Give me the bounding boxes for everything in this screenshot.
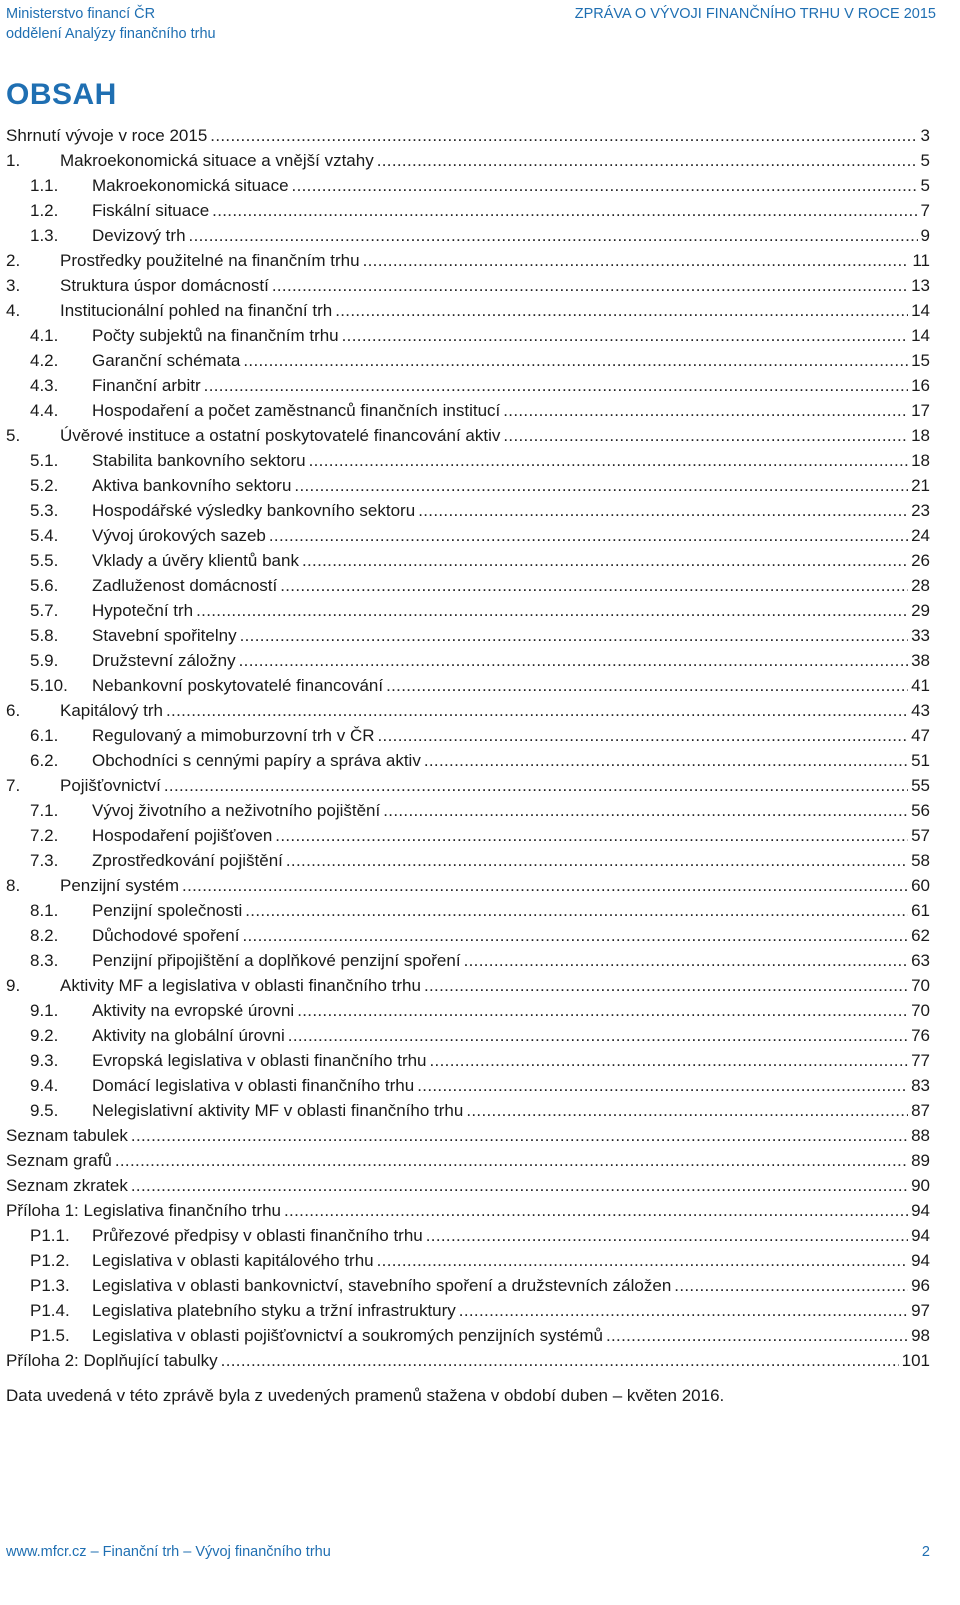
toc-leader-dots xyxy=(606,1323,908,1348)
toc-entry-title: Stavební spořitelny xyxy=(92,626,237,645)
toc-entry-number: 1. xyxy=(6,151,21,170)
toc-leader-dots xyxy=(466,1098,908,1123)
toc-leader-dots xyxy=(242,923,908,948)
toc-entry-page: 15 xyxy=(911,351,930,370)
toc-entry-number: 7.3. xyxy=(30,851,59,870)
toc-entry-page: 70 xyxy=(911,976,930,995)
toc-entry[interactable] xyxy=(6,673,930,698)
toc-entry[interactable] xyxy=(6,873,930,898)
toc-leader-dots xyxy=(210,123,917,148)
toc-entry[interactable] xyxy=(6,598,930,623)
toc-entry-title: Aktivity MF a legislativa v oblasti finančního trhu xyxy=(60,976,421,995)
toc-entry[interactable] xyxy=(6,1248,930,1273)
toc-entry-title: Hypoteční trh xyxy=(92,601,194,620)
toc-entry-page: 5 xyxy=(920,151,930,170)
toc-entry-title: Aktivity na evropské úrovni xyxy=(92,1001,295,1020)
toc-entry-title: Penzijní systém xyxy=(60,876,180,895)
toc-leader-dots xyxy=(212,198,917,223)
toc-entry-page: 51 xyxy=(911,751,930,770)
toc-leader-dots xyxy=(280,573,908,598)
toc-entry-title: Struktura úspor domácností xyxy=(60,276,269,295)
toc-entry-number: 5.7. xyxy=(30,601,59,620)
toc-entry-number: 4.2. xyxy=(30,351,59,370)
toc-leader-dots xyxy=(424,973,908,998)
toc-entry-page: 23 xyxy=(911,501,930,520)
toc-entry-number: 5.3. xyxy=(30,501,59,520)
toc-entry[interactable] xyxy=(6,823,930,848)
toc-entry-number: 5.2. xyxy=(30,476,59,495)
toc-entry-page: 94 xyxy=(911,1226,930,1245)
toc-entry[interactable] xyxy=(6,498,930,523)
toc-entry-page: 7 xyxy=(920,201,930,220)
toc-leader-dots xyxy=(189,223,918,248)
toc-leader-dots xyxy=(131,1173,908,1198)
toc-entry-title: Devizový trh xyxy=(92,226,186,245)
toc-entry-title: Družstevní záložny xyxy=(92,651,236,670)
toc-entry-page: 62 xyxy=(911,926,930,945)
toc-leader-dots xyxy=(335,298,908,323)
toc-leader-dots xyxy=(164,773,908,798)
toc-entry-number: 9.2. xyxy=(30,1026,59,1045)
toc-entry-page: 17 xyxy=(911,401,930,420)
toc-entry-page: 87 xyxy=(911,1101,930,1120)
toc-entry-page: 70 xyxy=(911,1001,930,1020)
toc-entry-page: 43 xyxy=(911,701,930,720)
toc-leader-dots xyxy=(426,1223,908,1248)
toc-leader-dots xyxy=(182,873,908,898)
toc-entry-page: 13 xyxy=(911,276,930,295)
toc-entry[interactable] xyxy=(6,1223,930,1248)
toc-entry-number: 9. xyxy=(6,976,21,995)
toc-entry-title: Zprostředkování pojištění xyxy=(92,851,283,870)
toc-entry[interactable] xyxy=(6,298,930,323)
toc-entry-title: Makroekonomická situace a vnější vztahy xyxy=(60,151,374,170)
toc-entry-title: Vklady a úvěry klientů bank xyxy=(92,551,299,570)
toc-leader-dots xyxy=(418,498,908,523)
toc-entry-page: 18 xyxy=(911,426,930,445)
toc-entry[interactable] xyxy=(6,523,930,548)
toc-leader-dots xyxy=(464,948,909,973)
toc-entry[interactable] xyxy=(6,348,930,373)
toc-entry-number: 8.3. xyxy=(30,951,59,970)
toc-leader-dots xyxy=(378,723,909,748)
toc-entry-page: 9 xyxy=(920,226,930,245)
toc-entry[interactable] xyxy=(6,223,930,248)
toc-leader-dots xyxy=(383,798,908,823)
toc-entry[interactable] xyxy=(6,373,930,398)
header-report-title: ZPRÁVA O VÝVOJI FINANČNÍHO TRHU V ROCE 2015 xyxy=(574,6,936,22)
toc-entry[interactable] xyxy=(6,948,930,973)
toc-entry-title: Fiskální situace xyxy=(92,201,210,220)
toc-entry-title: Stabilita bankovního sektoru xyxy=(92,451,306,470)
toc-entry-page: 38 xyxy=(911,651,930,670)
toc-entry-number: 5.4. xyxy=(30,526,59,545)
toc-entry-page: 83 xyxy=(911,1076,930,1095)
toc-entry-number: 5. xyxy=(6,426,21,445)
toc-entry-title: Průřezové předpisy v oblasti finančního trhu xyxy=(92,1226,423,1245)
toc-entry[interactable] xyxy=(6,1348,930,1373)
toc-leader-dots xyxy=(430,1048,909,1073)
toc-entry-page: 24 xyxy=(911,526,930,545)
toc-entry-title: Pojišťovnictví xyxy=(60,776,161,795)
toc-entry-title: Evropská legislativa v oblasti finančního trhu xyxy=(92,1051,427,1070)
toc-entry-page: 57 xyxy=(911,826,930,845)
data-note: Data uvedená v této zprávě byla z uvedených pramenů stažena v období duben – květen 2016. xyxy=(6,1386,725,1405)
toc-entry-number: 8.1. xyxy=(30,901,59,920)
toc-entry[interactable] xyxy=(6,248,930,273)
toc-entry-title: Shrnutí vývoje v roce 2015 xyxy=(6,126,208,145)
toc-leader-dots xyxy=(386,673,908,698)
toc-entry-page: 47 xyxy=(911,726,930,745)
toc-entry[interactable] xyxy=(6,748,930,773)
toc-entry-number: 1.3. xyxy=(30,226,59,245)
toc-entry-number: 7.2. xyxy=(30,826,59,845)
toc-entry-title: Legislativa v oblasti bankovnictví, stavebního spoření a družstevních záložen xyxy=(92,1276,672,1295)
toc-entry-title: Seznam zkratek xyxy=(6,1176,128,1195)
toc-leader-dots xyxy=(288,1023,908,1048)
toc-leader-dots xyxy=(272,273,908,298)
toc-leader-dots xyxy=(115,1148,908,1173)
toc-entry-number: 5.9. xyxy=(30,651,59,670)
toc-entry-page: 26 xyxy=(911,551,930,570)
toc-entry-number: 7.1. xyxy=(30,801,59,820)
toc-leader-dots xyxy=(377,148,918,173)
toc-entry-title: Úvěrové instituce a ostatní poskytovatelé financování aktiv xyxy=(60,426,501,445)
toc-leader-dots xyxy=(297,998,908,1023)
toc-entry-title: Legislativa v oblasti pojišťovnictví a soukromých penzijních systémů xyxy=(92,1326,603,1345)
toc-entry-title: Vývoj životního a neživotního pojištění xyxy=(92,801,381,820)
toc-entry-number: P1.4. xyxy=(30,1301,70,1320)
toc-entry[interactable] xyxy=(6,423,930,448)
toc-entry-title: Hospodaření a počet zaměstnanců finančních institucí xyxy=(92,401,501,420)
toc-leader-dots xyxy=(286,848,908,873)
toc-entry[interactable] xyxy=(6,1198,930,1223)
toc-entry-number: 2. xyxy=(6,251,21,270)
toc-leader-dots xyxy=(245,898,908,923)
toc-entry-page: 94 xyxy=(911,1251,930,1270)
toc-entry-page: 29 xyxy=(911,601,930,620)
toc-entry-number: 9.4. xyxy=(30,1076,59,1095)
toc-entry-number: 9.3. xyxy=(30,1051,59,1070)
toc-entry[interactable] xyxy=(6,698,930,723)
toc-entry-title: Finanční arbitr xyxy=(92,376,201,395)
toc-entry-number: 5.1. xyxy=(30,451,59,470)
toc-entry-number: 9.5. xyxy=(30,1101,59,1120)
toc-entry-title: Zadluženost domácností xyxy=(92,576,278,595)
toc-leader-dots xyxy=(459,1298,908,1323)
toc-entry[interactable] xyxy=(6,773,930,798)
toc-entry-title: Garanční schémata xyxy=(92,351,241,370)
toc-entry[interactable] xyxy=(6,998,930,1023)
toc-leader-dots xyxy=(424,748,908,773)
toc-entry-number: 5.10. xyxy=(30,676,68,695)
toc-entry-number: 5.8. xyxy=(30,626,59,645)
toc-entry-title: Makroekonomická situace xyxy=(92,176,289,195)
toc-entry-number: P1.1. xyxy=(30,1226,70,1245)
toc-entry-title: Aktivity na globální úrovni xyxy=(92,1026,285,1045)
toc-entry[interactable] xyxy=(6,1323,930,1348)
toc-entry[interactable] xyxy=(6,548,930,573)
toc-leader-dots xyxy=(221,1348,899,1373)
toc-entry-page: 18 xyxy=(911,451,930,470)
toc-entry-number: P1.5. xyxy=(30,1326,70,1345)
toc-entry-title: Penzijní společnosti xyxy=(92,901,243,920)
toc-entry[interactable] xyxy=(6,473,930,498)
toc-entry[interactable] xyxy=(6,973,930,998)
toc-entry-title: Hospodářské výsledky bankovního sektoru xyxy=(92,501,416,520)
toc-entry-page: 5 xyxy=(920,176,930,195)
toc-entry[interactable] xyxy=(6,923,930,948)
header-left xyxy=(6,4,216,44)
toc-entry-title: Počty subjektů na finančním trhu xyxy=(92,326,339,345)
toc-entry-number: 5.5. xyxy=(30,551,59,570)
toc-entry-number: 6.1. xyxy=(30,726,59,745)
toc-entry-title: Příloha 1: Legislativa finančního trhu xyxy=(6,1201,282,1220)
toc-entry-number: 8. xyxy=(6,876,21,895)
toc-entry[interactable] xyxy=(6,1298,930,1323)
toc-entry-title: Domácí legislativa v oblasti finančního trhu xyxy=(92,1076,415,1095)
toc-entry-number: 4.3. xyxy=(30,376,59,395)
toc-entry[interactable] xyxy=(6,623,930,648)
toc-entry[interactable] xyxy=(6,448,930,473)
toc-entry-page: 33 xyxy=(911,626,930,645)
toc-entry-title: Důchodové spoření xyxy=(92,926,240,945)
toc-entry-title: Seznam tabulek xyxy=(6,1126,128,1145)
toc-entry-title: Kapitálový trh xyxy=(60,701,163,720)
toc-entry-number: 9.1. xyxy=(30,1001,59,1020)
toc-entry-page: 14 xyxy=(911,301,930,320)
toc-leader-dots xyxy=(196,598,908,623)
toc-entry-page: 63 xyxy=(911,951,930,970)
toc-entry[interactable] xyxy=(6,173,930,198)
toc-entry-page: 14 xyxy=(911,326,930,345)
toc-entry-title: Aktiva bankovního sektoru xyxy=(92,476,292,495)
toc-entry[interactable] xyxy=(6,1023,930,1048)
toc-entry-title: Penzijní připojištění a doplňkové penzijní spoření xyxy=(92,951,461,970)
toc-entry[interactable] xyxy=(6,198,930,223)
toc-leader-dots xyxy=(417,1073,908,1098)
toc-entry-page: 21 xyxy=(911,476,930,495)
toc-entry-page: 16 xyxy=(911,376,930,395)
toc-entry-number: P1.3. xyxy=(30,1276,70,1295)
toc-leader-dots xyxy=(377,1248,908,1273)
toc-entry-page: 94 xyxy=(911,1201,930,1220)
toc-leader-dots xyxy=(294,473,908,498)
toc-entry-title: Legislativa platebního styku a tržní infrastruktury xyxy=(92,1301,456,1320)
toc-entry-title: Seznam grafů xyxy=(6,1151,112,1170)
toc-entry[interactable] xyxy=(6,273,930,298)
toc-entry[interactable] xyxy=(6,1148,930,1173)
toc-entry-page: 58 xyxy=(911,851,930,870)
toc-leader-dots xyxy=(284,1198,908,1223)
toc-entry-page: 77 xyxy=(911,1051,930,1070)
toc-leader-dots xyxy=(204,373,908,398)
toc-entry[interactable] xyxy=(6,123,930,148)
toc-entry-number: 5.6. xyxy=(30,576,59,595)
toc-entry-title: Regulovaný a mimoburzovní trh v ČR xyxy=(92,726,375,745)
toc-leader-dots xyxy=(674,1273,908,1298)
toc-entry-number: 4.1. xyxy=(30,326,59,345)
toc-leader-dots xyxy=(243,348,908,373)
toc-entry-page: 97 xyxy=(911,1301,930,1320)
toc-entry-page: 56 xyxy=(911,801,930,820)
toc-entry-page: 89 xyxy=(911,1151,930,1170)
toc-entry-number: 6. xyxy=(6,701,21,720)
toc-entry-number: P1.2. xyxy=(30,1251,70,1270)
toc-entry-number: 8.2. xyxy=(30,926,59,945)
toc-entry-title: Příloha 2: Doplňující tabulky xyxy=(6,1351,218,1370)
toc-entry-page: 101 xyxy=(901,1351,930,1370)
toc-entry-page: 61 xyxy=(911,901,930,920)
toc-entry-page: 3 xyxy=(920,126,930,145)
toc-entry-title: Vývoj úrokových sazeb xyxy=(92,526,266,545)
toc-leader-dots xyxy=(240,623,908,648)
toc-entry-title: Hospodaření pojišťoven xyxy=(92,826,273,845)
toc-leader-dots xyxy=(239,648,908,673)
toc-entry[interactable] xyxy=(6,573,930,598)
toc-entry[interactable] xyxy=(6,1073,930,1098)
toc-leader-dots xyxy=(269,523,908,548)
toc-entry-page: 88 xyxy=(911,1126,930,1145)
toc-leader-dots xyxy=(503,423,908,448)
toc-leader-dots xyxy=(166,698,908,723)
toc-leader-dots xyxy=(131,1123,908,1148)
toc-entry-page: 90 xyxy=(911,1176,930,1195)
toc-entry-number: 4. xyxy=(6,301,21,320)
toc-leader-dots xyxy=(309,448,908,473)
toc-entry-page: 96 xyxy=(911,1276,930,1295)
toc-entry-title: Nelegislativní aktivity MF v oblasti finančního trhu xyxy=(92,1101,464,1120)
toc-leader-dots xyxy=(363,248,910,273)
toc-entry-page: 28 xyxy=(911,576,930,595)
toc-entry-title: Obchodníci s cennými papíry a správa aktiv xyxy=(92,751,421,770)
toc-entry[interactable] xyxy=(6,898,930,923)
toc-entry[interactable] xyxy=(6,1273,930,1298)
toc-entry-title: Institucionální pohled na finanční trh xyxy=(60,301,333,320)
toc-entry[interactable] xyxy=(6,148,930,173)
toc-entry[interactable] xyxy=(6,323,930,348)
page-title: OBSAH xyxy=(6,78,117,111)
toc-entry-number: 7. xyxy=(6,776,21,795)
toc-entry[interactable] xyxy=(6,723,930,748)
toc-entry-page: 41 xyxy=(911,676,930,695)
toc-entry[interactable] xyxy=(6,798,930,823)
toc-entry-number: 3. xyxy=(6,276,21,295)
toc-entry-page: 11 xyxy=(912,251,930,270)
toc-entry-number: 1.1. xyxy=(30,176,59,195)
footer-link[interactable]: www.mfcr.cz – Finanční trh – Vývoj finančního trhu xyxy=(6,1544,331,1560)
toc-entry-page: 98 xyxy=(911,1326,930,1345)
toc-entry-title: Legislativa v oblasti kapitálového trhu xyxy=(92,1251,374,1270)
footer-page-number: 2 xyxy=(921,1544,930,1560)
toc-entry[interactable] xyxy=(6,1048,930,1073)
toc-entry[interactable] xyxy=(6,1173,930,1198)
toc-leader-dots xyxy=(275,823,908,848)
toc-entry[interactable] xyxy=(6,1098,930,1123)
toc-entry-title: Nebankovní poskytovatelé financování xyxy=(92,676,384,695)
toc-entry-number: 1.2. xyxy=(30,201,59,220)
toc-entry-page: 60 xyxy=(911,876,930,895)
toc-entry[interactable] xyxy=(6,848,930,873)
header-ministry: Ministerstvo financí ČR xyxy=(6,6,156,22)
toc-entry-page: 55 xyxy=(911,776,930,795)
table-of-contents xyxy=(6,123,930,1373)
toc-entry-page: 76 xyxy=(911,1026,930,1045)
toc-entry[interactable] xyxy=(6,648,930,673)
toc-leader-dots xyxy=(292,173,918,198)
toc-leader-dots xyxy=(503,398,908,423)
toc-entry[interactable] xyxy=(6,398,930,423)
toc-entry[interactable] xyxy=(6,1123,930,1148)
toc-leader-dots xyxy=(342,323,908,348)
toc-entry-number: 6.2. xyxy=(30,751,59,770)
toc-leader-dots xyxy=(302,548,908,573)
toc-entry-title: Prostředky použitelné na finančním trhu xyxy=(60,251,360,270)
toc-entry-number: 4.4. xyxy=(30,401,59,420)
header-department: oddělení Analýzy finančního trhu xyxy=(6,26,216,42)
